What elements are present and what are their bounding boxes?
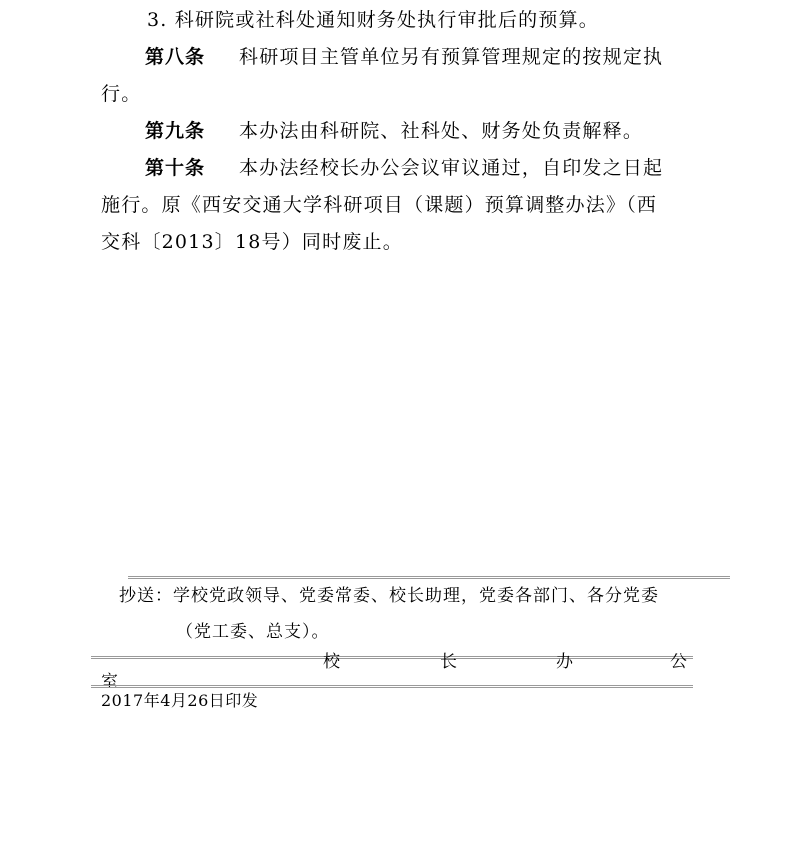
article-10-line-2: 施行。原《西安交通大学科研项目（课题）预算调整办法》（西 [101,194,658,216]
issuer-char-1: 校 [323,652,340,672]
article-10-line-1 [145,156,663,180]
issuer-char-3: 办 [556,652,573,672]
issuer-char-2: 长 [440,652,457,672]
article-9-line [145,119,643,143]
article-10-body: 本办法经校长办公会议审议通过，自印发之日起 [239,157,664,179]
article-8-heading: 第八条 [145,46,206,68]
cc-line-2: （党工委、总支）。 [176,622,330,642]
article-8-line-1 [145,45,663,69]
item-3-text: 3. 科研院或社科处通知财务处执行审批后的预算。 [147,9,599,31]
issuer-char-4: 公 [670,652,687,672]
article-9-heading: 第九条 [145,120,206,142]
article-10-heading: 第十条 [145,157,206,179]
article-8-line-2: 行。 [101,83,142,105]
issuer-char-5: 室 [101,672,118,692]
article-8-body: 科研项目主管单位另有预算管理规定的按规定执 [239,46,664,68]
cc-line-1: 抄送：学校党政领导、党委常委、校长助理，党委各部门、各分党委 [119,586,659,606]
print-date: 2017年4月26日印发 [101,691,259,710]
footer-top-rule [128,576,730,579]
article-10-line-3: 交科〔2013〕18号）同时废止。 [101,231,403,253]
footer-middle-rule [91,656,693,659]
footer-bottom-rule [91,685,693,688]
article-9-body: 本办法由科研院、社科处、财务处负责解释。 [239,120,644,142]
